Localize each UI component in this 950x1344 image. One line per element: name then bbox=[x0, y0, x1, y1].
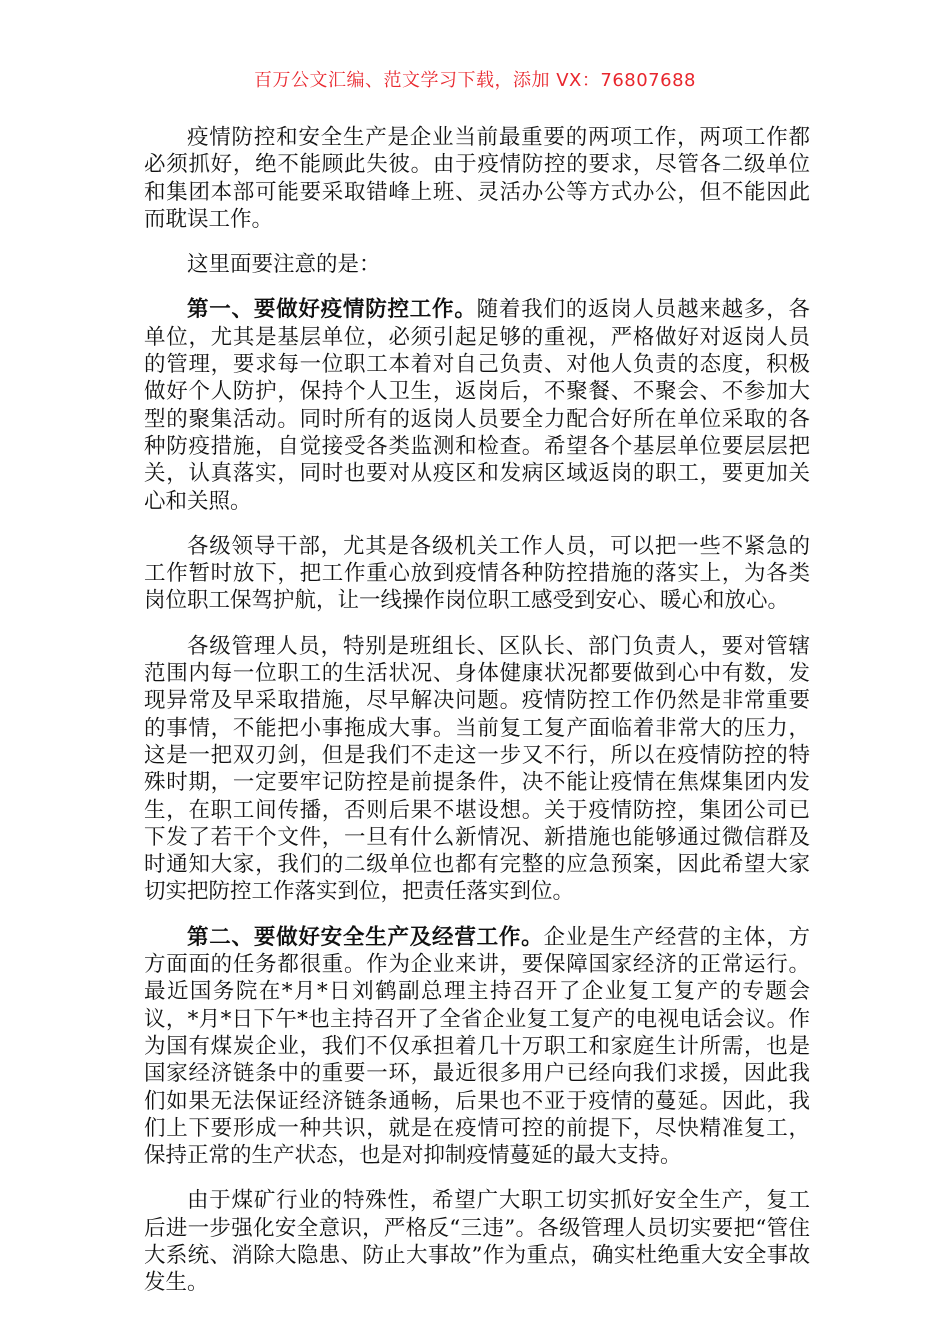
paragraph-text: 各级领导干部，尤其是各级机关工作人员，可以把一些不紧急的工作暂时放下，把工作重心放到疫情各种防控措施的落实上，为各类岗位职工保驾护航，让一线操作岗位职工感受到安心、暖心和放心。 bbox=[144, 533, 810, 614]
paragraph-text: 由于煤矿行业的特殊性，希望广大职工切实抓好安全生产，复工后进一步强化安全意识，严格反“三违”。各级管理人员切实要把“管住大系统、消除大隐患、防止大事故”作为重点，确实杜绝重大安全事故发生。 bbox=[144, 1188, 810, 1296]
paragraph-point-two bbox=[144, 924, 810, 1170]
paragraph-note bbox=[144, 251, 810, 278]
paragraph-text: 这里面要注意的是： bbox=[187, 252, 381, 278]
paragraph-text: 各级管理人员，特别是班组长、区队长、部门负责人，要对管辖范围内每一位职工的生活状况、身体健康状况都要做到心中有数，发现异常及早采取措施，尽早解决问题。疫情防控工作仍然是非常重要的事情，不能把小事拖成大事。当前复工复产面临着非常大的压力，这是一把双刃剑，但是我们不走这一步又不行，所以在疫情防控的特殊时期，一定要牢记防控是前提条件，决不能让疫情在焦煤集团内发生，在职工间传播，否则后果不堪设想。关于疫情防控，集团公司已下发了若干个文件，一旦有什么新情况、新措施也能够通过微信群及时通知大家，我们的二级单位也都有完整的应急预案，因此希望大家切实把防控工作落实到位，把责任落实到位。 bbox=[144, 633, 810, 905]
paragraph-safety bbox=[144, 1187, 810, 1296]
document-body bbox=[144, 124, 810, 1315]
watermark-banner: 百万公文汇编、范文学习下载，添加 VX：76807688 bbox=[254, 70, 696, 91]
paragraph-leaders bbox=[144, 533, 810, 615]
paragraph-text: 企业是生产经营的主体，方方面面的任务都很重。作为企业来讲，要保障国家经济的正常运行。最近国务院在*月*日刘鹤副总理主持召开了企业复工复产的专题会议，*月*日下午*也主持召开了全省企业复工复产的电视电话会议。作为国有煤炭企业，我们不仅承担着几十万职工和家庭生计所需，也是国家经济链条中的重要一环，最近很多用户已经向我们求援，因此我们如果无法保证经济链条通畅，后果也不亚于疫情的蔓延。因此，我们上下要形成一种共识，就是在疫情可控的前提下，尽快精准复工，保持正常的生产状态，也是对抑制疫情蔓延的最大支持。 bbox=[144, 924, 810, 1169]
paragraph-managers bbox=[144, 633, 810, 906]
paragraph-text: 疫情防控和安全生产是企业当前最重要的两项工作，两项工作都必须抓好，绝不能顾此失彼。由于疫情防控的要求，尽管各二级单位和集团本部可能要采取错峰上班、灵活办公等方式办公，但不能因此而耽误工作。 bbox=[144, 125, 810, 232]
paragraph-intro bbox=[144, 124, 810, 233]
paragraph-point-one bbox=[144, 296, 810, 514]
paragraph-heading: 第一、要做好疫情防控工作。 bbox=[187, 297, 477, 323]
paragraph-text: 随着我们的返岗人员越来越多，各单位，尤其是基层单位，必须引起足够的重视，严格做好对返岗人员的管理，要求每一位职工本着对自己负责、对他人负责的态度，积极做好个人防护，保持个人卫生，返岗后，不聚餐、不聚会、不参加大型的聚集活动。同时所有的返岗人员要全力配合好所在单位采取的各种防疫措施，自觉接受各类监测和检查。希望各个基层单位要层层把关，认真落实，同时也要对从疫区和发病区域返岗的职工，要更加关心和关照。 bbox=[144, 297, 810, 514]
paragraph-heading: 第二、要做好安全生产及经营工作。 bbox=[187, 924, 544, 950]
